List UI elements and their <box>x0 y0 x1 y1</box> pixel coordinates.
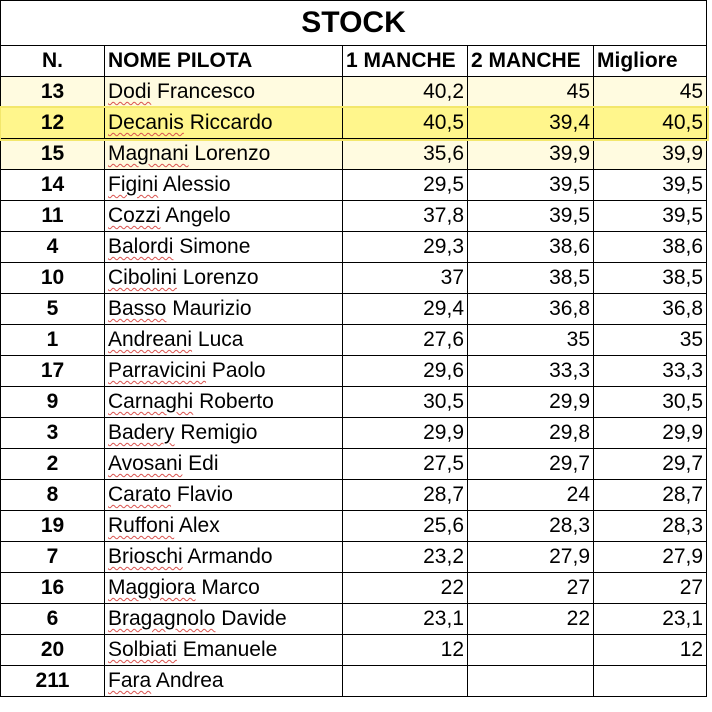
pilot-firstname: Alessio <box>158 173 231 196</box>
cell-num[interactable]: 17 <box>1 356 105 387</box>
header-row <box>1 46 707 77</box>
table-row[interactable] <box>1 480 707 511</box>
cell-manche-2[interactable]: 38,5 <box>468 263 594 294</box>
pilot-firstname: Francesco <box>151 80 256 103</box>
cell-manche-2[interactable]: 29,7 <box>468 449 594 480</box>
table-row[interactable] <box>1 449 707 480</box>
cell-best[interactable]: 35 <box>594 325 707 356</box>
cell-manche-1[interactable]: 37,8 <box>343 201 468 232</box>
pilot-surname: Avosani <box>108 452 183 475</box>
cell-best[interactable]: 40,5 <box>594 108 707 139</box>
cell-manche-2[interactable]: 28,3 <box>468 511 594 542</box>
header-name[interactable]: NOME PILOTA <box>105 46 343 77</box>
pilot-firstname: Alex <box>174 514 220 537</box>
table-row[interactable] <box>1 201 707 232</box>
cell-name[interactable] <box>105 77 343 108</box>
cell-name[interactable] <box>105 635 343 666</box>
cell-name[interactable] <box>105 573 343 604</box>
cell-name[interactable] <box>105 666 343 697</box>
table-row[interactable] <box>1 418 707 449</box>
cell-manche-2[interactable] <box>468 635 594 666</box>
cell-name[interactable] <box>105 201 343 232</box>
cell-num[interactable]: 6 <box>1 604 105 635</box>
table-row[interactable] <box>1 635 707 666</box>
cell-manche-2[interactable]: 27 <box>468 573 594 604</box>
cell-num[interactable]: 8 <box>1 480 105 511</box>
cell-manche-1[interactable]: 27,6 <box>343 325 468 356</box>
header-manche-1[interactable]: 1 MANCHE <box>343 46 468 77</box>
cell-best[interactable]: 38,6 <box>594 232 707 263</box>
cell-name[interactable] <box>105 387 343 418</box>
pilot-surname: Decanis <box>108 111 184 134</box>
cell-manche-1[interactable]: 23,2 <box>343 542 468 573</box>
table-row[interactable] <box>1 666 707 697</box>
cell-num[interactable]: 10 <box>1 263 105 294</box>
cell-best[interactable]: 33,3 <box>594 356 707 387</box>
cell-manche-1[interactable]: 28,7 <box>343 480 468 511</box>
cell-num[interactable]: 14 <box>1 170 105 201</box>
cell-best[interactable] <box>594 666 707 697</box>
pilot-surname: Andreani <box>108 328 193 351</box>
cell-manche-2[interactable]: 35 <box>468 325 594 356</box>
pilot-surname: Dodi <box>108 80 152 103</box>
cell-best[interactable]: 23,1 <box>594 604 707 635</box>
cell-best[interactable]: 29,7 <box>594 449 707 480</box>
pilot-firstname: Luca <box>192 328 244 351</box>
header-manche-2[interactable]: 2 MANCHE <box>468 46 594 77</box>
pilot-firstname: Davide <box>215 607 287 630</box>
cell-name[interactable] <box>105 449 343 480</box>
cell-num[interactable]: 5 <box>1 294 105 325</box>
cell-manche-1[interactable]: 29,9 <box>343 418 468 449</box>
pilot-firstname: Emanuele <box>176 638 278 661</box>
cell-manche-1[interactable]: 25,6 <box>343 511 468 542</box>
cell-best[interactable]: 29,9 <box>594 418 707 449</box>
cell-best[interactable]: 27,9 <box>594 542 707 573</box>
table-row[interactable] <box>1 139 707 170</box>
cell-name[interactable] <box>105 604 343 635</box>
header-best[interactable]: Migliore <box>594 46 707 77</box>
cell-num[interactable]: 3 <box>1 418 105 449</box>
cell-manche-1[interactable]: 22 <box>343 573 468 604</box>
cell-name[interactable] <box>105 418 343 449</box>
cell-manche-1[interactable]: 27,5 <box>343 449 468 480</box>
cell-manche-2[interactable]: 38,6 <box>468 232 594 263</box>
cell-manche-1[interactable]: 35,6 <box>343 139 468 170</box>
cell-num[interactable]: 9 <box>1 387 105 418</box>
pilot-surname: Ruffoni <box>108 514 175 537</box>
cell-name[interactable] <box>105 356 343 387</box>
pilot-firstname: Roberto <box>193 390 274 413</box>
table-row[interactable] <box>1 263 707 294</box>
pilot-firstname: Lorenzo <box>176 266 259 289</box>
cell-manche-1[interactable]: 40,2 <box>343 77 468 108</box>
cell-name[interactable] <box>105 170 343 201</box>
table-row[interactable] <box>1 325 707 356</box>
title-row <box>1 1 707 46</box>
table-row[interactable] <box>1 170 707 201</box>
cell-manche-2[interactable]: 29,8 <box>468 418 594 449</box>
cell-manche-2[interactable]: 22 <box>468 604 594 635</box>
cell-manche-2[interactable]: 39,4 <box>468 108 594 139</box>
cell-best[interactable]: 39,9 <box>594 139 707 170</box>
pilot-firstname: Andrea <box>151 669 224 692</box>
pilot-surname: Badery <box>108 421 175 444</box>
pilot-surname: Cozzi <box>108 204 161 227</box>
cell-num[interactable]: 4 <box>1 232 105 263</box>
cell-manche-1[interactable]: 29,3 <box>343 232 468 263</box>
cell-num[interactable]: 7 <box>1 542 105 573</box>
cell-name[interactable] <box>105 263 343 294</box>
pilot-surname: Balordi <box>108 235 174 258</box>
pilot-surname: Carnaghi <box>108 390 194 413</box>
cell-name[interactable] <box>105 294 343 325</box>
cell-num[interactable]: 16 <box>1 573 105 604</box>
pilot-firstname: Paolo <box>206 359 266 382</box>
pilot-surname: Cibolini <box>108 266 177 289</box>
cell-manche-1[interactable]: 29,6 <box>343 356 468 387</box>
pilot-firstname: Maurizio <box>166 297 252 320</box>
cell-manche-2[interactable]: 39,5 <box>468 170 594 201</box>
cell-best[interactable]: 30,5 <box>594 387 707 418</box>
cell-num[interactable]: 13 <box>1 77 105 108</box>
pilot-surname: Carato <box>108 483 172 506</box>
table-row[interactable] <box>1 108 707 139</box>
table-row[interactable] <box>1 77 707 108</box>
cell-best[interactable]: 27 <box>594 573 707 604</box>
pilot-firstname: Lorenzo <box>188 142 271 165</box>
cell-manche-1[interactable]: 29,5 <box>343 170 468 201</box>
cell-best[interactable]: 45 <box>594 77 707 108</box>
pilot-firstname: Flavio <box>171 483 233 506</box>
cell-manche-2[interactable]: 39,5 <box>468 201 594 232</box>
cell-manche-1[interactable]: 40,5 <box>343 108 468 139</box>
cell-num[interactable]: 2 <box>1 449 105 480</box>
cell-best[interactable]: 28,7 <box>594 480 707 511</box>
cell-num[interactable]: 19 <box>1 511 105 542</box>
pilot-firstname: Armando <box>182 545 273 568</box>
pilot-surname: Maggiora <box>108 576 196 599</box>
cell-name[interactable] <box>105 108 343 139</box>
cell-num[interactable]: 211 <box>1 666 105 697</box>
cell-num[interactable]: 15 <box>1 139 105 170</box>
cell-num[interactable]: 20 <box>1 635 105 666</box>
pilot-surname: Solbiati <box>108 638 177 661</box>
cell-manche-2[interactable]: 39,9 <box>468 139 594 170</box>
pilot-firstname: Riccardo <box>183 111 273 134</box>
cell-manche-2[interactable]: 45 <box>468 77 594 108</box>
cell-best[interactable]: 39,5 <box>594 201 707 232</box>
pilot-surname: Basso <box>108 297 167 320</box>
cell-name[interactable] <box>105 542 343 573</box>
cell-manche-2[interactable]: 27,9 <box>468 542 594 573</box>
table-row[interactable] <box>1 542 707 573</box>
cell-num[interactable]: 11 <box>1 201 105 232</box>
cell-manche-1[interactable]: 30,5 <box>343 387 468 418</box>
cell-best[interactable]: 39,5 <box>594 170 707 201</box>
pilot-surname: Magnani <box>108 142 189 165</box>
cell-manche-1[interactable]: 23,1 <box>343 604 468 635</box>
table-row[interactable] <box>1 232 707 263</box>
cell-name[interactable] <box>105 139 343 170</box>
cell-manche-2[interactable]: 24 <box>468 480 594 511</box>
cell-name[interactable] <box>105 511 343 542</box>
cell-manche-1[interactable]: 12 <box>343 635 468 666</box>
cell-manche-1[interactable]: 29,4 <box>343 294 468 325</box>
cell-name[interactable] <box>105 325 343 356</box>
cell-name[interactable] <box>105 480 343 511</box>
pilot-surname: Fara <box>108 669 152 692</box>
cell-num[interactable]: 12 <box>1 108 105 139</box>
table-row[interactable] <box>1 294 707 325</box>
pilot-firstname: Marco <box>195 576 260 599</box>
pilot-firstname: Simone <box>173 235 251 258</box>
pilot-firstname: Angelo <box>160 204 231 227</box>
cell-manche-2[interactable]: 33,3 <box>468 356 594 387</box>
header-num[interactable]: N. <box>1 46 105 77</box>
pilot-surname: Bragagnolo <box>108 607 216 630</box>
cell-num[interactable]: 1 <box>1 325 105 356</box>
table-row[interactable] <box>1 604 707 635</box>
table-row[interactable] <box>1 511 707 542</box>
table-row[interactable] <box>1 356 707 387</box>
cell-manche-2[interactable]: 36,8 <box>468 294 594 325</box>
cell-manche-2[interactable]: 29,9 <box>468 387 594 418</box>
cell-best[interactable]: 38,5 <box>594 263 707 294</box>
cell-manche-1[interactable]: 37 <box>343 263 468 294</box>
pilot-firstname: Remigio <box>174 421 258 444</box>
cell-manche-1[interactable] <box>343 666 468 697</box>
cell-best[interactable]: 12 <box>594 635 707 666</box>
pilot-surname: Brioschi <box>108 545 183 568</box>
table-row[interactable] <box>1 387 707 418</box>
table-row[interactable] <box>1 573 707 604</box>
pilot-firstname: Edi <box>182 452 219 475</box>
pilot-surname: Figini <box>108 173 159 196</box>
cell-best[interactable]: 28,3 <box>594 511 707 542</box>
cell-name[interactable] <box>105 232 343 263</box>
sheet-title[interactable]: STOCK <box>1 1 707 46</box>
pilot-surname: Parravicini <box>108 359 207 382</box>
cell-manche-2[interactable] <box>468 666 594 697</box>
cell-best[interactable]: 36,8 <box>594 294 707 325</box>
